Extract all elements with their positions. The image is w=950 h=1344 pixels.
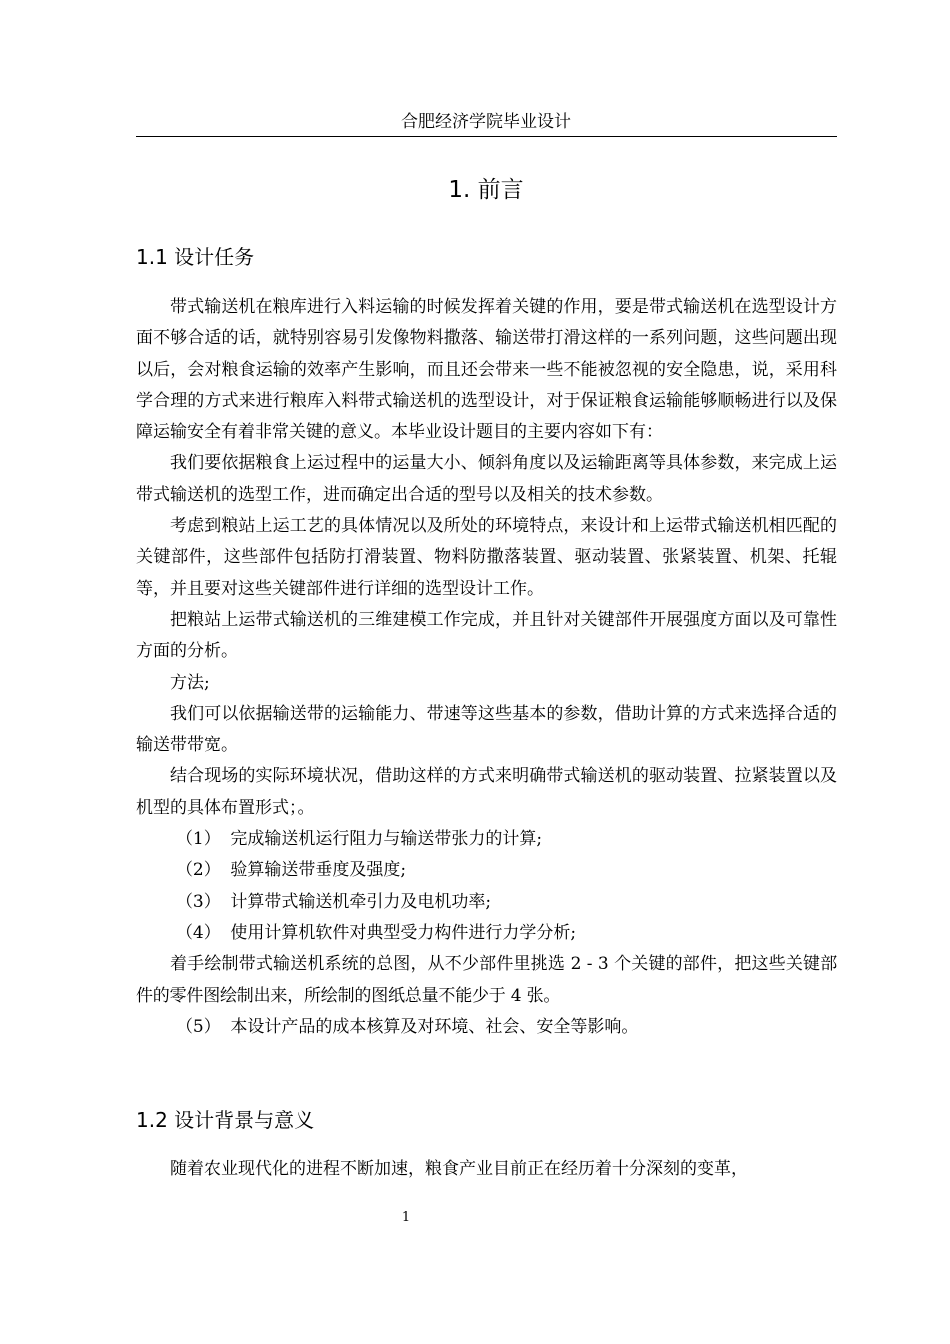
chapter-title: 1. 前言 xyxy=(448,177,524,203)
list-item-text: 使用计算机软件对典型受力构件进行力学分析; xyxy=(230,922,577,943)
list-item-text: 本设计产品的成本核算及对环境、社会、安全等影响。 xyxy=(230,1016,639,1037)
list-item xyxy=(176,887,837,918)
list-item-number: （4） xyxy=(175,922,221,943)
section-1-1-body xyxy=(136,292,837,1043)
paragraph: 结合现场的实际环境状况，借助这样的方式来明确带式输送机的驱动装置、拉紧装置以及机型的具体布置形式；。 xyxy=(136,766,837,818)
page-header: 合肥经济学院毕业设计 xyxy=(401,112,571,132)
paragraph: 考虑到粮站上运工艺的具体情况以及所处的环境特点，来设计和上运带式输送机相匹配的关键部件，这些部件包括防打滑装置、物料防撒落装置、驱动装置、张紧装置、机架、托辊等，并且要对这些关键部件进行详细的选型设计工作。 xyxy=(136,516,837,599)
task-list xyxy=(136,824,837,949)
paragraph: 我们要依据粮食上运过程中的运量大小、倾斜角度以及运输距离等具体参数，来完成上运带式输送机的选型工作，进而确定出合适的型号以及相关的技术参数。 xyxy=(136,453,837,505)
list-item-number: （5） xyxy=(175,1016,221,1037)
section-1-2-body xyxy=(136,1154,837,1185)
paragraph: 随着农业现代化的进程不断加速，粮食产业目前正在经历着十分深刻的变革， xyxy=(170,1159,748,1179)
list-item xyxy=(176,824,837,855)
list-item-text: 完成输送机运行阻力与输送带张力的计算; xyxy=(230,829,543,850)
paragraph: 把粮站上运带式输送机的三维建模工作完成，并且针对关键部件开展强度方面以及可靠性方面的分析。 xyxy=(136,609,837,662)
list-item xyxy=(176,1012,837,1043)
list-item-number: （2） xyxy=(175,860,221,881)
header-rule xyxy=(136,136,837,137)
paragraph: 我们可以依据输送带的运输能力、带速等这些基本的参数，借助计算的方式来选择合适的输送带带宽。 xyxy=(136,703,837,756)
paragraph: 带式输送机在粮库进行入料运输的时候发挥着关键的作用，要是带式输送机在选型设计方面不够合适的话，就特别容易引发像物料撒落、输送带打滑这样的一系列问题，这些问题出现以后，会对粮食运输的效率产生影响，而且还会带来一些不能被忽视的安全隐患，说，采用科学合理的方式来进行粮库入料带式输送机的选型设计，对于保证粮食运输能够顺畅进行以及保障运输安全有着非常关键的意义。本毕业设计题目的主要内容如下有： xyxy=(136,297,837,443)
section-title-1-1: 1.1 设计任务 xyxy=(136,245,255,269)
paragraph: 着手绘制带式输送机系统的总图，从不少部件里挑选 2 - 3 个关键的部件，把这些关键部件的零件图绘制出来，所绘制的图纸总量不能少于 4 张。 xyxy=(136,954,837,1006)
list-item xyxy=(176,855,837,886)
task-list-continued xyxy=(136,1012,837,1043)
section-title-1-2: 1.2 设计背景与意义 xyxy=(136,1108,315,1132)
paragraph: 方法; xyxy=(170,672,210,693)
list-item-number: （1） xyxy=(175,829,221,850)
list-item xyxy=(176,918,837,949)
page-number: 1 xyxy=(401,1210,411,1225)
list-item-number: （3） xyxy=(175,891,221,912)
list-item-text: 计算带式输送机牵引力及电机功率; xyxy=(230,891,492,912)
list-item-text: 验算输送带垂度及强度; xyxy=(230,860,407,881)
